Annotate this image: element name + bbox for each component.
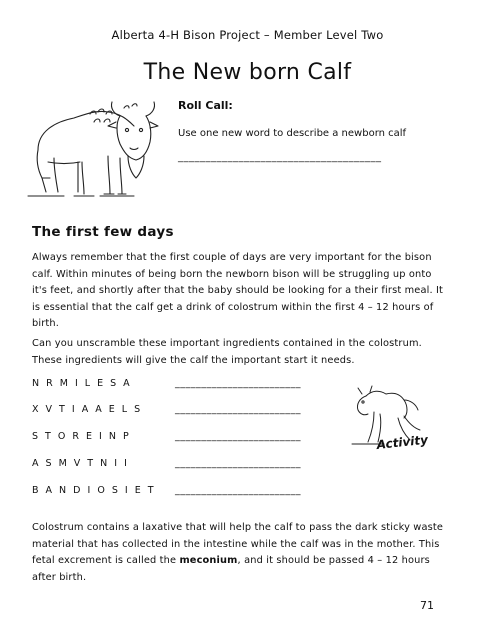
roll-call-answer-line: _____________________________________: [178, 152, 382, 163]
scramble-word-2: X V T I A A E L S: [32, 404, 143, 415]
roll-call-prompt: Use one new word to describe a newborn calf: [178, 128, 407, 139]
scramble-word-5: B A N D I O S I E T: [32, 485, 156, 496]
page-title: The New born Calf: [143, 60, 352, 85]
scramble-answer-line-3: ________________________: [175, 431, 301, 442]
scramble-word-3: S T O R E I N P: [32, 431, 131, 442]
running-header: Alberta 4-H Bison Project – Member Level Two: [111, 28, 384, 42]
paragraph-colostrum-text-start: Colostrum contains a laxative that will help the calf to pass the dark sticky waste material that has collected in the intestine while the calf was in the mother. This fetal excrement is called the: [32, 522, 444, 566]
paragraph-unscramble-instructions: Can you unscramble these important ingredients contained in the colostrum. These ingredients will give the calf the important start it needs.: [32, 338, 422, 366]
section-heading: The first few days: [32, 224, 174, 240]
scramble-answer-line-4: ________________________: [175, 458, 301, 469]
scramble-answer-line-2: ________________________: [175, 404, 301, 415]
page-number: 71: [420, 599, 434, 612]
scramble-word-4: A S M V T N I I: [32, 458, 129, 469]
paragraph-colostrum-laxative: [32, 520, 444, 586]
scramble-word-1: N R M I L E S A: [32, 378, 132, 389]
scramble-answer-line-5: ________________________: [175, 485, 301, 496]
meconium-term: meconium: [179, 555, 238, 566]
paragraph-colostrum-text-end: , and it should be passed 4 – 12 hours after birth.: [32, 555, 430, 583]
bison-illustration: [24, 92, 172, 198]
roll-call-label: Roll Call:: [178, 99, 233, 112]
activity-label: Activity: [376, 432, 429, 452]
scramble-answer-line-1: ________________________: [175, 378, 301, 389]
paragraph-first-days: Always remember that the first couple of days are very important for the bison calf. Within minutes of being born the newborn bison will be struggling up onto it's feet, and shortly after that the baby should be looking for a their first meal. It is essential that the calf get a drink of colostrum within the first 4 – 12 hours of birth.: [32, 252, 444, 329]
